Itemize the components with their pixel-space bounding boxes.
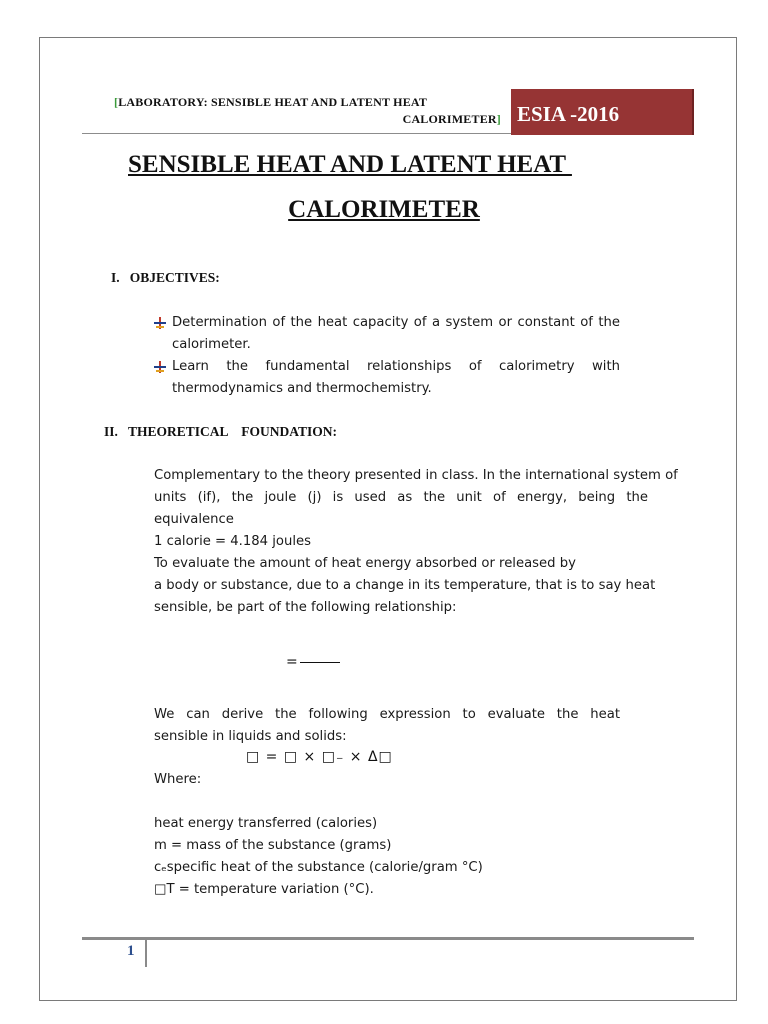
definition-item: heat energy transferred (calories) [154, 816, 378, 831]
objective-text: Determination of the heat capacity of a system or constant of the calorimeter. [172, 315, 620, 352]
definition-item: m = mass of the substance (grams) [154, 838, 392, 853]
formula-relationship [286, 654, 340, 670]
page-number: 1 [127, 943, 135, 959]
page-number-divider [145, 940, 147, 967]
formula-equals: = [286, 654, 298, 670]
where-label: Where: [154, 772, 202, 787]
paragraph-line: equivalence [154, 512, 234, 527]
paragraph-line: To evaluate the amount of heat energy absorbed or released by [154, 556, 576, 571]
definition-item: □T = temperature variation (°C). [154, 882, 374, 897]
section-number: II. [104, 424, 118, 439]
paragraph-line: units (if), the joule (j) is used as the unit of energy, being the [154, 490, 648, 505]
objective-text: Learn the fundamental relationships of calorimetry with thermodynamics and thermochemistry. [172, 359, 620, 396]
section-objectives-heading [111, 270, 220, 286]
bullet-icon [154, 361, 166, 373]
footer-rule [82, 937, 694, 940]
paragraph-line: We can derive the following expression to evaluate the heat [154, 707, 620, 722]
fraction-line [300, 662, 340, 663]
list-item [154, 356, 620, 400]
formula-sensible-heat: □ = □ × □₋ × Δ□ [246, 749, 393, 765]
section-title: OBJECTIVES: [129, 270, 220, 285]
section-number: I. [111, 270, 120, 285]
document-title-line-1: SENSIBLE HEAT AND LATENT HEAT [128, 151, 572, 178]
theory-body [154, 465, 714, 619]
header-badge: ESIA -2016 [511, 89, 694, 135]
paragraph-line: sensible, be part of the following relationship: [154, 600, 457, 615]
header-bracket-close: ] [496, 112, 501, 126]
header-line-2: CALORIMETER [402, 112, 497, 126]
objectives-list [154, 312, 620, 400]
definition-item: cₑspecific heat of the substance (calorie/gram °C) [154, 860, 483, 875]
paragraph-line: sensible in liquids and solids: [154, 729, 347, 744]
document-title-line-2: CALORIMETER [288, 196, 480, 223]
section-title: THEORETICAL FOUNDATION: [128, 424, 338, 439]
derive-paragraph [154, 704, 620, 748]
paragraph-line: a body or substance, due to a change in its temperature, that is to say heat [154, 578, 656, 593]
running-header [114, 94, 501, 128]
bullet-icon [154, 317, 166, 329]
list-item [154, 312, 620, 356]
header-rule [82, 133, 511, 134]
section-theory-heading [104, 424, 337, 440]
equivalence-line: 1 calorie = 4.184 joules [154, 534, 311, 549]
paragraph-line: Complementary to the theory presented in class. In the international system of [154, 468, 678, 483]
definitions-list [154, 813, 654, 901]
header-bracket-open: [ [114, 95, 119, 109]
header-line-1: LABORATORY: SENSIBLE HEAT AND LATENT HEAT [118, 95, 428, 109]
